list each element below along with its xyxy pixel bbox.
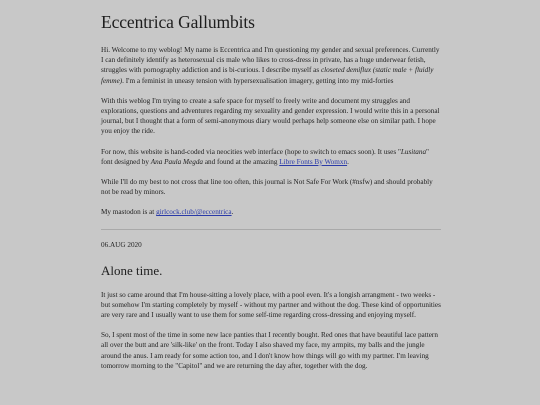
page [101, 0, 441, 371]
intro-text: . [231, 208, 234, 217]
intro-text: " font designed by [101, 147, 429, 166]
intro-paragraph-2: With this weblog I'm trying to create a safe space for myself to freely write and document my struggles and explorations, questions and adventures regarding my sexuality and gender expression. I would write this in a personal journal, but I thought that a form of semi-anonymous diary would perhaps help someone else on similar path. I hope you enjoy the ride. [101, 96, 440, 136]
divider [101, 229, 441, 230]
post-date: 06.AUG 2020 [101, 240, 142, 249]
intro-paragraph-4: While I'll do my best to not cross that line too often, this journal is Not Safe For Work (#nsfw) and should probably not be read by minors. [101, 178, 433, 197]
post-paragraph-1: It just so came around that I'm house-sitting a lovely place, with a pool even. It's a longish arrangment - two weeks - but somehow I'm starting completely by myself - without my partner and without the dog. These kind of opportunities are very rare and I usually want to use them for some self-time regarding cross-dressing and enjoying myself. [101, 290, 441, 320]
intro-text: and found at the amazing [203, 157, 280, 166]
intro-paragraph-3 [101, 147, 441, 167]
site-title: Eccentrica Gallumbits [101, 12, 255, 32]
identity-emphasis: closeted demiflux (static male + fluidly femme) [101, 66, 434, 85]
intro-paragraph-5 [101, 207, 441, 217]
intro-text: . [347, 157, 349, 166]
intro-text: My mastodon is at [101, 208, 157, 217]
libre-fonts-link[interactable]: Libre Fonts By Womxn [279, 157, 348, 166]
intro-text: . I'm a feminist in uneasy tension with hypersexualisation imagery, getting into my mid-forties [122, 76, 394, 85]
font-name: Lusitana [400, 147, 427, 156]
font-author: Ana Paula Megda [150, 157, 204, 166]
intro-text: For now, this website is hand-coded via neocities web interface (hope to switch to emacs soon). It uses " [101, 147, 401, 156]
post-paragraph-2: So, I spent most of the time in some new lace panties that I recently bought. Red ones that have beautiful lace pattern all over the butt and are 'silk-like' on the front. Today I also shaved my face, my armpits, my balls and the jungle around the anus. I am ready for some action too, and I don't know how things will go with my partner. I'm leaving tomorrow morning to the "Capitol" and we are returning the day after, together with the dog. [101, 331, 438, 370]
mastodon-link[interactable]: girlcock.club/@eccentrica [156, 208, 232, 217]
intro-text: Hi. Welcome to my weblog! My name is Eccentrica and I'm questioning my gender and sexual preferences. Currently I can definitely identify as heterosexual cis male who likes to cross-dress in private, has a huge underwear fetish, struggles with pornography addiction and is bi-curious. I describe myself as [101, 46, 440, 75]
intro-paragraph-1 [101, 45, 441, 86]
post-title: Alone time. [101, 262, 163, 278]
